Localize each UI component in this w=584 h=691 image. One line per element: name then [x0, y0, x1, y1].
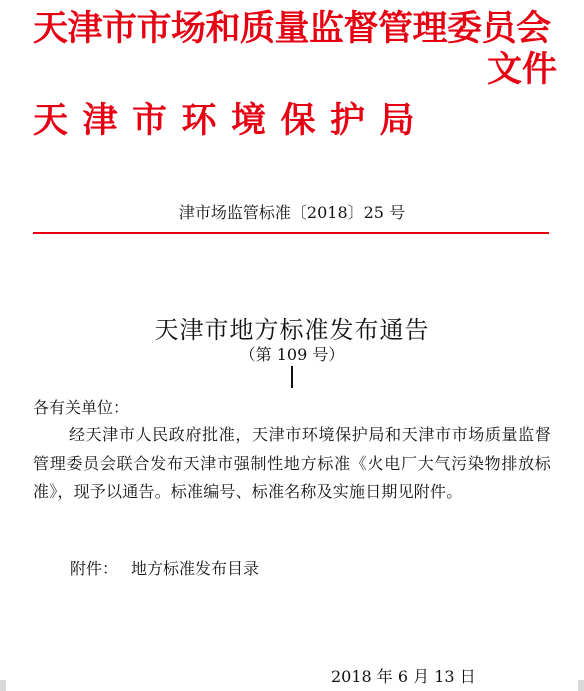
notice-title: 天津市地方标准发布通告	[154, 316, 430, 344]
salutation: 各有关单位：	[33, 398, 130, 417]
notice-number: （第 109 号）	[239, 345, 345, 364]
issuer-line-1: 天津市市场和质量监督管理委员会	[33, 9, 551, 49]
attachment-label: 附件：	[70, 559, 119, 578]
attachment-value: 地方标准发布目录	[131, 559, 260, 578]
page-edge-left	[0, 680, 6, 691]
notice-body: 经天津市人民政府批准，天津市环境保护局和天津市市场质量监督管理委员会联合发布天津市强制性地方标准《火电厂大气污染物排放标准》，现予以通告。标准编号、标准名称及实施日期见附件。	[33, 425, 551, 501]
issuer-line-2: 天津市环境保护局	[33, 101, 430, 141]
issue-date: 2018 年 6 月 13 日	[331, 667, 476, 686]
document-number: 津市场监管标准〔2018〕25 号	[178, 203, 406, 222]
issuer-suffix: 文件	[487, 50, 558, 90]
text-cursor	[291, 366, 293, 388]
page-edge-right	[578, 680, 584, 691]
red-divider	[33, 232, 549, 234]
